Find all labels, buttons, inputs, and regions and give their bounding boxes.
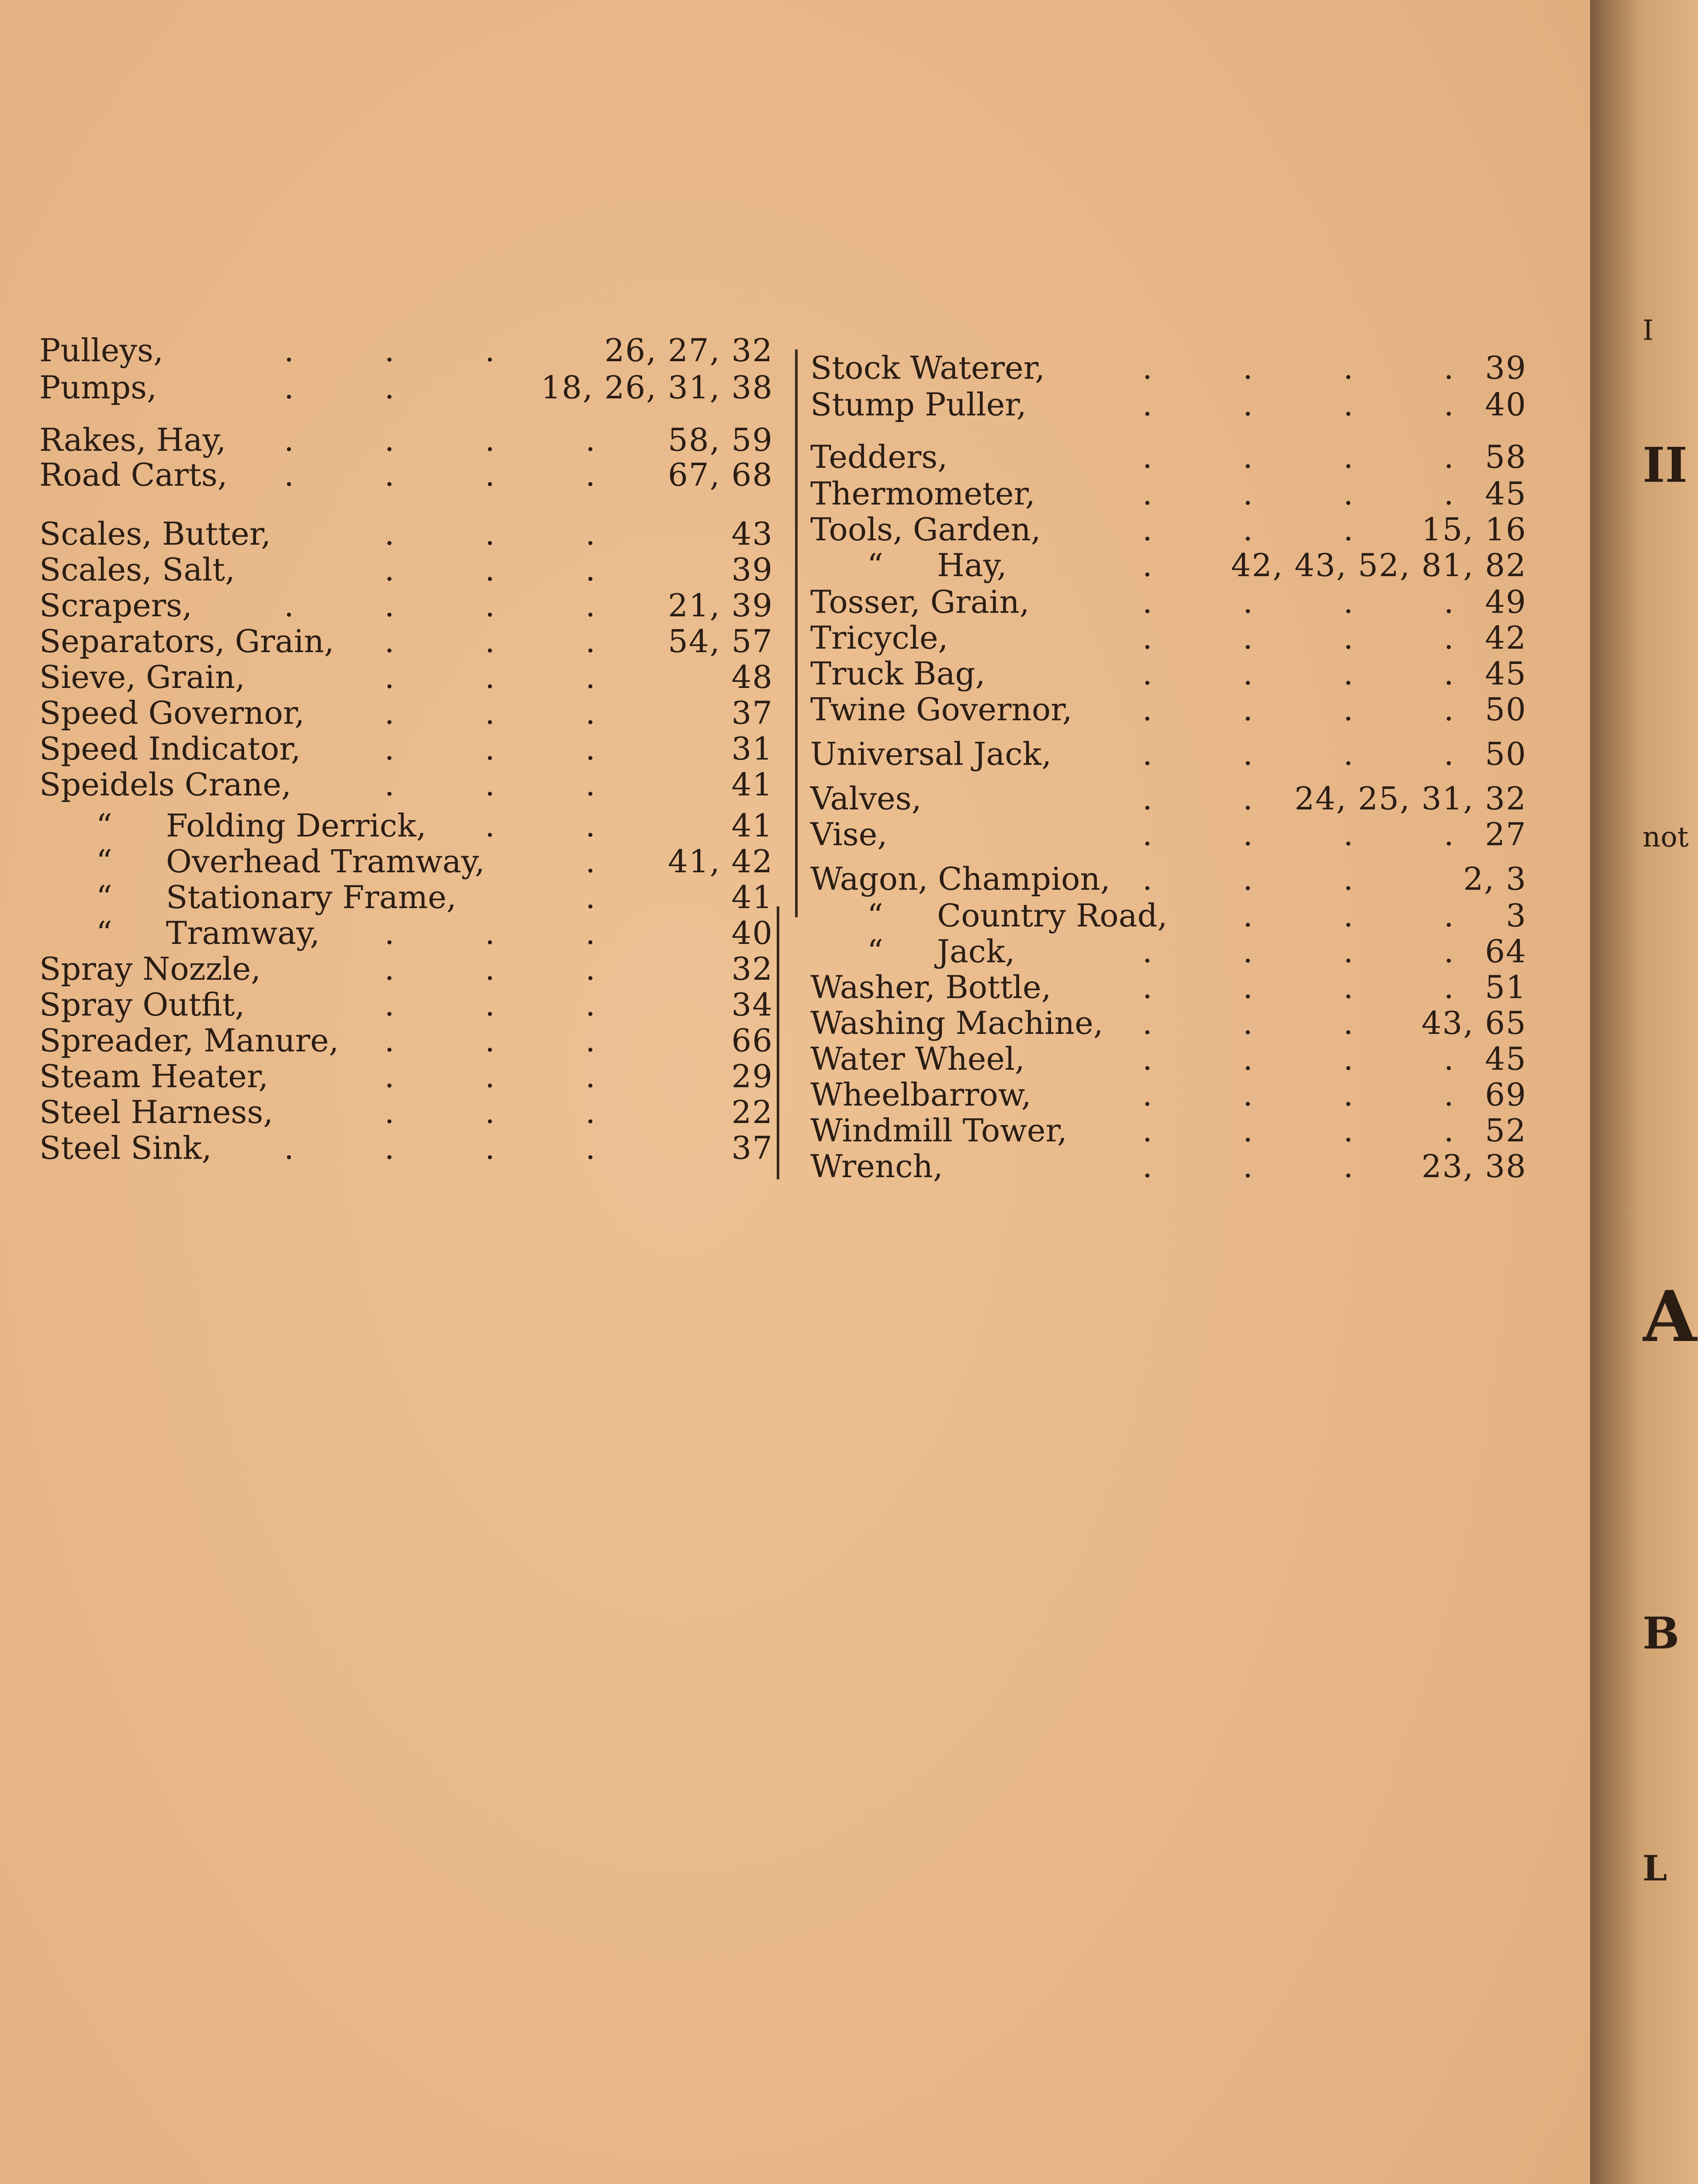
index-entry: “ Stationary Frame, . 41 [96,879,773,916]
index-entry-label: Rakes, Hay, [39,422,226,458]
index-entry-label: Steel Sink, [39,1130,212,1166]
index-entry: Rakes, Hay, . . . . 58, 59 [39,422,773,458]
facing-page-fragment: L [1643,1848,1667,1889]
ditto-mark: “ [96,915,112,951]
index-entry-label: Stock Waterer, [810,349,1045,386]
index-entry-label: Wrench, [810,1148,943,1185]
index-entry-label: Universal Jack, [810,736,1052,772]
index-entry-pages: 51 [1485,969,1527,1006]
index-entry-pages: 34 [731,986,773,1023]
facing-page-fragment: not [1643,821,1689,854]
index-entry-label: Washer, Bottle, [810,969,1051,1006]
index-entry: Stock Waterer, . . . . 39 [810,349,1527,386]
index-entry: “ Country Road, . . . 3 [867,897,1527,934]
index-entry-pages: 41, 42 [667,843,773,880]
index-entry: Spray Nozzle, . . . 32 [39,950,773,987]
index-entry-pages: 2, 3 [1463,860,1527,897]
index-entry: Wheelbarrow, . . . . 69 [810,1076,1527,1113]
ditto-mark: “ [867,933,883,970]
facing-page-fragment: II [1643,437,1688,493]
index-entry-text: Stationary Frame, [166,879,456,916]
index-entry: Speidels Crane, . . . 41 [39,766,773,803]
facing-page-fragment: I [1643,314,1654,347]
index-entry-text: Tramway, [166,915,320,951]
index-entry-label: Valves, [810,780,922,817]
index-entry: Scales, Salt, . . . 39 [39,551,773,588]
index-entry-pages: 67, 68 [667,456,773,493]
facing-page-fragment: A [1643,1275,1697,1358]
index-entry: “ Folding Derrick, . . 41 [96,807,773,844]
ditto-mark: “ [96,879,112,916]
index-entry-pages: 42, 43, 52, 81, 82 [1231,547,1527,584]
index-entry: Speed Indicator, . . . 31 [39,730,773,767]
index-entry-label [867,933,1015,970]
index-entry-pages: 50 [1485,691,1527,728]
index-entry-pages: 3 [1506,897,1527,934]
index-entry: Road Carts, . . . . 67, 68 [39,456,773,493]
index-entry-label: Steel Harness, [39,1094,273,1130]
index-entry: Vise, . . . . 27 [810,816,1527,853]
index-entry: Twine Governor, . . . . 50 [810,691,1527,728]
index-entry-pages: 37 [731,695,773,731]
index-entry-label: Water Wheel, [810,1040,1025,1077]
index-entry-label: Steam Heater, [39,1058,269,1095]
index-entry: Wagon, Champion, . . . 2, 3 [810,860,1527,897]
index-entry: Water Wheel, . . . . 45 [810,1040,1527,1077]
index-entry-pages: 58 [1485,439,1527,475]
index-entry-pages: 31 [731,730,773,767]
index-entry: Tricycle, . . . . 42 [810,619,1527,656]
index-entry-label: Speed Indicator, [39,730,301,767]
index-entry-text: Overhead Tramway, [166,843,485,880]
index-entry: Steel Sink, . . . . 37 [39,1130,773,1166]
index-entry-pages: 50 [1485,736,1527,772]
index-entry: Pumps, . . 18, 26, 31, 38 [39,369,773,406]
index-entry-text: Jack, [937,933,1015,970]
index-entry-label: Tosser, Grain, [810,584,1030,620]
ditto-mark: “ [867,897,883,934]
index-entry-label: Tricycle, [810,619,948,656]
index-entry-label: Stump Puller, [810,386,1027,423]
index-entry: Sieve, Grain, . . . 48 [39,659,773,695]
index-entry-pages: 69 [1485,1076,1527,1113]
ditto-mark: “ [96,807,112,844]
index-entry-text: Country Road, [937,897,1168,934]
index-entry: Stump Puller, . . . . 40 [810,386,1527,423]
index-entry: Steam Heater, . . . 29 [39,1058,773,1095]
index-entry-label [867,547,1007,584]
index-entry-pages: 48 [731,659,773,695]
index-column-left [39,0,773,1223]
index-entry-label: Vise, [810,816,888,853]
ditto-mark: “ [867,547,883,584]
index-entry-pages: 18, 26, 31, 38 [541,369,773,406]
index-entry-label: Wheelbarrow, [810,1076,1031,1113]
index-entry-pages: 49 [1485,584,1527,620]
index-entry: Washer, Bottle, . . . . 51 [810,969,1527,1006]
index-entry: Scrapers, . . . . 21, 39 [39,587,773,624]
index-entry-pages: 45 [1485,1040,1527,1077]
column-divider [795,349,798,917]
index-entry-label: Spray Outfit, [39,986,245,1023]
index-entry-pages: 41 [731,766,773,803]
index-entry-label: Windmill Tower, [810,1112,1067,1149]
index-entry-pages: 40 [731,915,773,951]
index-entry-pages: 54, 57 [667,623,773,660]
ditto-mark: “ [96,843,112,880]
index-entry-pages: 40 [1485,386,1527,423]
index-entry-text: Hay, [937,547,1007,584]
index-entry: Washing Machine, . . . 43, 65 [810,1005,1527,1041]
index-entry-label: Pulleys, [39,332,163,369]
index-entry: “ Overhead Tramway, . 41, 42 [96,843,773,880]
index-entry: Wrench, . . . 23, 38 [810,1148,1527,1185]
index-entry-text: Folding Derrick, [166,807,426,844]
index-entry-pages: 52 [1485,1112,1527,1149]
index-entry-pages: 45 [1485,655,1527,692]
index-entry-label: Road Carts, [39,456,228,493]
index-entry-label [96,843,485,880]
index-entry: Valves, . . 24, 25, 31, 32 [810,780,1527,817]
index-entry: Universal Jack, . . . . 50 [810,736,1527,772]
index-entry: Speed Governor, . . . 37 [39,695,773,731]
index-entry: Thermometer, . . . . 45 [810,475,1527,512]
index-entry-label: Scrapers, [39,587,192,624]
index-entry-pages: 41 [731,879,773,916]
index-entry-label: Thermometer, [810,475,1035,512]
index-column-right [810,0,1527,1223]
index-entry: Scales, Butter, . . . 43 [39,515,773,552]
index-entry: Steel Harness, . . . 22 [39,1094,773,1130]
index-entry-pages: 43, 65 [1421,1005,1527,1041]
index-entry-label [96,915,320,951]
index-entry-label: Truck Bag, [810,655,986,692]
index-entry-pages: 64 [1485,933,1527,970]
index-entry-label: Wagon, Champion, [810,860,1110,897]
index-entry-label [96,879,456,916]
index-entry-pages: 15, 16 [1421,511,1527,548]
index-entry-label: Separators, Grain, [39,623,334,660]
index-entry: Tedders, . . . . 58 [810,439,1527,475]
facing-page-fragment: B [1643,1607,1680,1659]
index-entry-label: Speed Governor, [39,695,305,731]
index-entry-label: Pumps, [39,369,157,406]
index-entry-pages: 45 [1485,475,1527,512]
index-entry-pages: 37 [731,1130,773,1166]
index-entry-pages: 39 [731,551,773,588]
index-entry-pages: 43 [731,515,773,552]
index-entry-label: Tedders, [810,439,948,475]
index-entry-label [96,807,426,844]
index-entry-pages: 22 [731,1094,773,1130]
index-entry-label: Tools, Garden, [810,511,1041,548]
index-entry-pages: 24, 25, 31, 32 [1294,780,1527,817]
index-entry-pages: 66 [731,1022,773,1059]
index-entry-pages: 27 [1485,816,1527,853]
index-entry: “ Jack, . . . . 64 [867,933,1527,970]
index-entry-pages: 32 [731,950,773,987]
index-entry-pages: 29 [731,1058,773,1095]
index-entry: Spreader, Manure, . . . 66 [39,1022,773,1059]
index-entry: Windmill Tower, . . . . 52 [810,1112,1527,1149]
index-entry-pages: 26, 27, 32 [604,332,773,369]
index-entry-label: Twine Governor, [810,691,1072,728]
index-entry-label: Spreader, Manure, [39,1022,339,1059]
index-entry-pages: 21, 39 [667,587,773,624]
index-entry-label: Washing Machine, [810,1005,1103,1041]
index-entry-pages: 39 [1485,349,1527,386]
index-entry: Tools, Garden, . . . 15, 16 [810,511,1527,548]
index-entry: “ Hay, . 42, 43, 52, 81, 82 [867,547,1527,584]
index-entry-label: Sieve, Grain, [39,659,246,695]
index-entry: “ Tramway, . . . 40 [96,915,773,951]
index-entry-pages: 23, 38 [1421,1148,1527,1185]
index-entry: Spray Outfit, . . . 34 [39,986,773,1023]
index-entry-pages: 42 [1485,619,1527,656]
facing-page-edge [1643,0,1698,2184]
index-entry-pages: 41 [731,807,773,844]
column-divider [777,906,779,1179]
index-entry-label: Scales, Butter, [39,515,271,552]
index-entry-label: Spray Nozzle, [39,950,261,987]
index-entry-label: Scales, Salt, [39,551,235,588]
index-entry: Truck Bag, . . . . 45 [810,655,1527,692]
index-entry-label [867,897,1168,934]
index-entry-pages: 58, 59 [667,422,773,458]
index-entry: Separators, Grain, . . . 54, 57 [39,623,773,660]
index-entry: Tosser, Grain, . . . . 49 [810,584,1527,620]
index-entry: Pulleys, . . . 26, 27, 32 [39,332,773,369]
index-entry-label: Speidels Crane, [39,766,291,803]
